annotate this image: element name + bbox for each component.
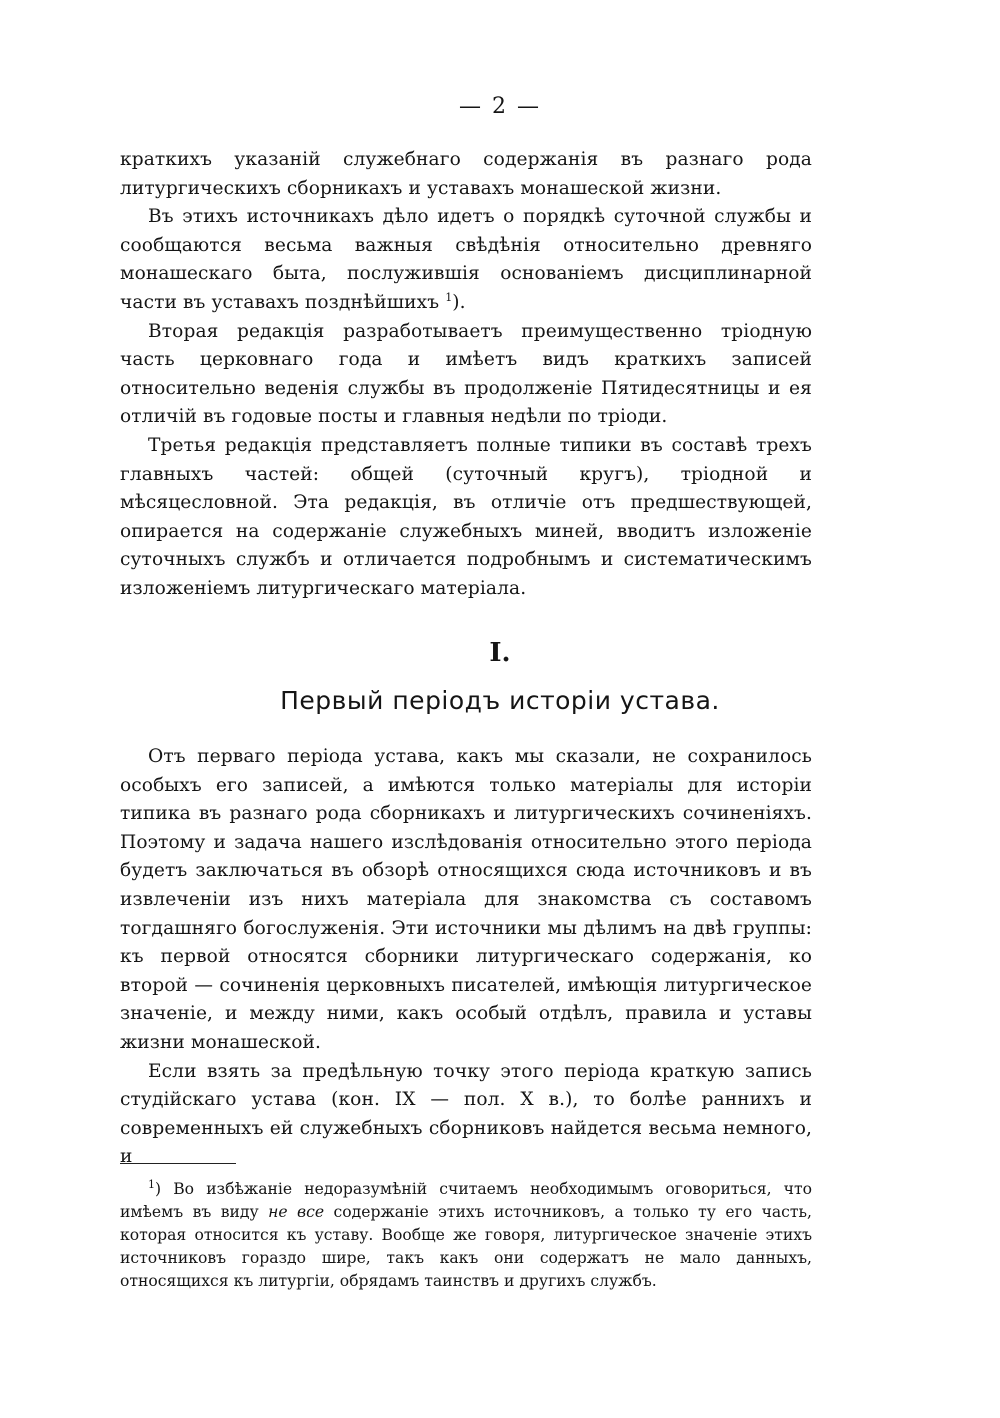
page-number: — 2 — — [459, 94, 541, 119]
footnote-divider — [120, 1163, 236, 1164]
top-text-block — [120, 146, 812, 604]
paragraph-sources-tail: ). — [452, 291, 466, 313]
paragraph-first-period: Отъ перваго періода устава, какъ мы сказали, не сохранилось особыхъ его записей, а имѣются только матеріалы для исторіи типика въ разнаго рода сборникахъ и литургическихъ сочиненіяхъ. Поэтому и задача нашего изслѣдованія относительно этого періода будетъ заключаться въ обзорѣ относящихся сюда источниковъ и въ извлеченіи изъ нихъ матеріала для знакомства съ составомъ тогдашняго богослуженія. Эти источники мы дѣлимъ на двѣ группы: къ первой относятся сборники литургическаго содержанія, ко второй — сочиненія церковныхъ писателей, имѣющія литургическое значеніе, и между ними, какъ особый отдѣлъ, правила и уставы жизни монашеской. — [120, 746, 812, 1053]
footnote-reference: 1 — [445, 290, 453, 304]
paragraph-third-redaction: Третья редакція представляетъ полные типики въ составѣ трехъ главныхъ частей: общей (суточный кругъ), тріодной и мѣсяцесловной. Эта редакція, въ отличіе отъ предшествующей, опирается на содержаніе служебныхъ миней, вводитъ изложеніе суточныхъ службъ и отличается подробнымъ и систематическимъ изложеніемъ литургическаго матеріала. — [120, 434, 812, 599]
footnote-marker: 1 — [148, 1177, 155, 1191]
paragraph-sources — [120, 203, 812, 317]
footnote-text — [120, 1178, 812, 1293]
footnote — [120, 1178, 812, 1293]
main-text-block — [120, 743, 812, 1172]
paragraph-continued: краткихъ указаній служебнаго содержанія въ разнаго рода литургическихъ сборникахъ и уставахъ монашеской жизни. — [120, 149, 812, 199]
section-title: Первый періодъ исторіи устава. — [280, 686, 720, 715]
paragraph-sources-text: Въ этихъ источникахъ дѣло идетъ о порядкѣ суточной службы и сообщаются весьма важныя свѣдѣнія относительно древняго монашескаго быта, послужившія основаніемъ дисциплинарной части въ уставахъ позднѣйшихъ — [120, 206, 812, 313]
footnote-text-a: ) Во избѣжаніе недоразумѣній считаемъ необходимымъ оговориться, что имѣемъ въ виду — [120, 1180, 812, 1221]
paragraph-second-redaction: Вторая редакція разработываетъ преимущественно тріодную часть церковнаго года и имѣетъ видъ краткихъ записей относительно веденія службы въ продолженіе Пятидесятницы и ея отличій въ годовые посты и главныя недѣли по тріоди. — [120, 320, 812, 428]
footnote-text-b: содержаніе этихъ источниковъ, а только ту его часть, которая относится къ уставу. Вообще же говоря, литургическое значеніе этихъ источниковъ гораздо шире, такъ какъ они содержатъ не мало данныхъ, относящихся къ литургіи, обрядамъ таинствъ и другихъ службъ. — [120, 1203, 812, 1290]
paragraph-studite-rule: Если взять за предѣльную точку этого періода краткую запись студійскаго устава (кон. IX — пол. X в.), то болѣе раннихъ и современныхъ ей служебныхъ сборниковъ найдется весьма немного, и — [120, 1060, 812, 1168]
section-numeral: I. — [489, 638, 511, 668]
footnote-emphasis: не все — [268, 1203, 325, 1221]
